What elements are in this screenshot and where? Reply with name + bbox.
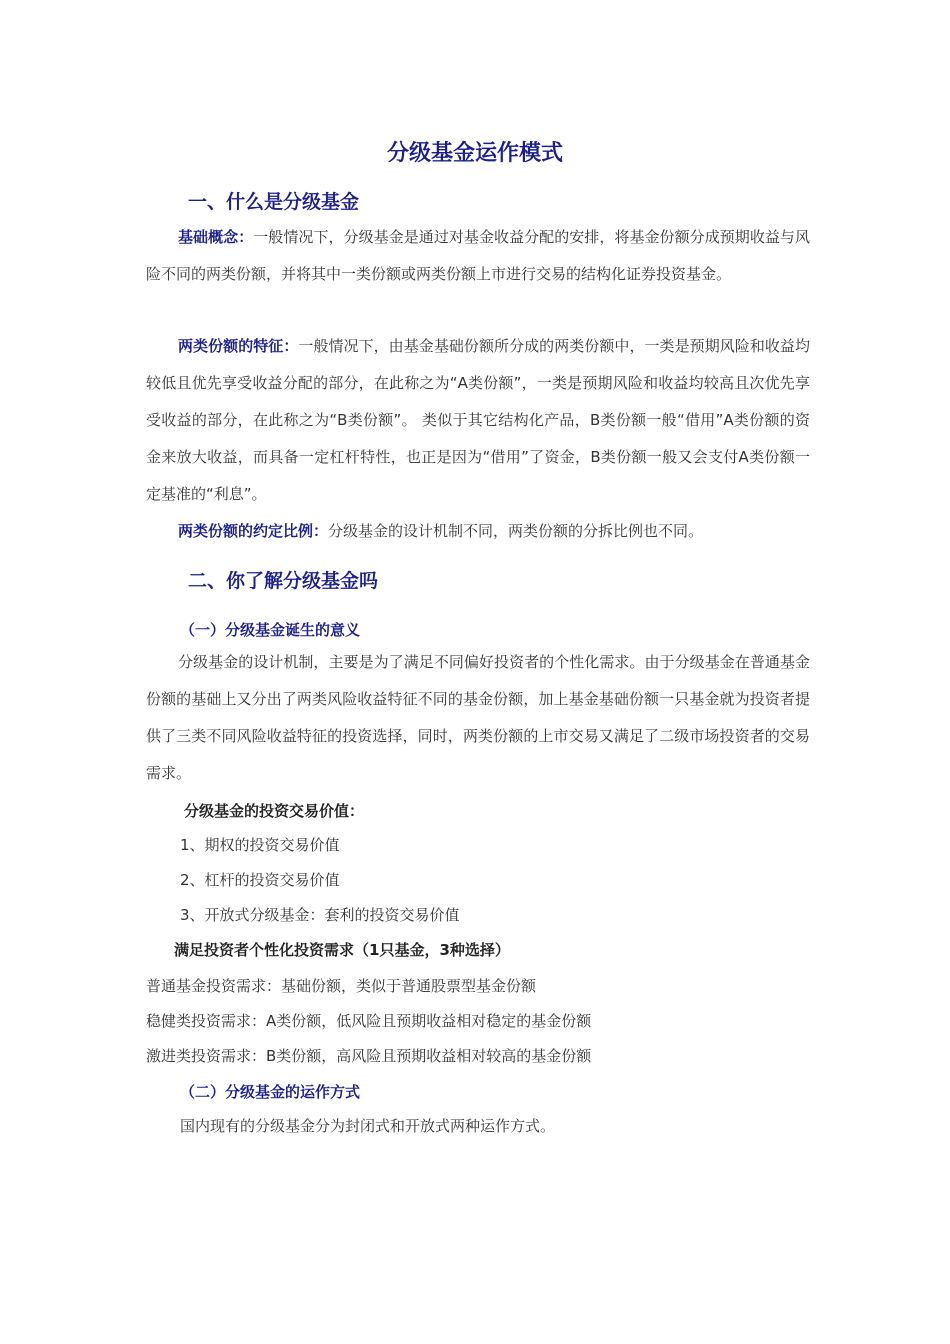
trade-value-item: 1、期权的投资交易价值 [180, 836, 340, 854]
share-features-paragraph [146, 328, 810, 513]
subsection1-heading: （一）分级基金诞生的意义 [180, 621, 361, 639]
document-title: 分级基金运作模式 [386, 141, 563, 166]
share-features-label: 两类份额的特征： [178, 337, 299, 355]
investor-need-item: 稳健类投资需求：A类份额，低风险且预期收益相对稳定的基金份额 [146, 1012, 592, 1030]
share-ratio-label: 两类份额的约定比例： [178, 522, 329, 540]
trade-value-item: 3、开放式分级基金：套利的投资交易价值 [180, 906, 460, 924]
share-ratio-text: 分级基金的设计机制不同，两类份额的分拆比例也不同。 [328, 522, 704, 540]
trade-value-item: 2、杠杆的投资交易价值 [180, 871, 340, 889]
subsection2-heading: （二）分级基金的运作方式 [180, 1083, 361, 1101]
share-features-text: 一般情况下，由基金基础份额所分成的两类份额中，一类是预期风险和收益均较低且优先享受收益分配的部分，在此称之为“A类份额”，一类是预期风险和收益均较高且次优先享受收益的部分，在此称之为“B类份额”。 类似于其它结构化产品，B类份额一般“借用”A类份额的资金来放大收益，而具备一定杠杆特性，也正是因为“借用”了资金，B类份额一般又会支付A类份额一定基准的“利息”。 [146, 337, 810, 503]
subsection2-paragraph: 国内现有的分级基金分为封闭式和开放式两种运作方式。 [180, 1117, 556, 1135]
basic-concept-paragraph [146, 219, 810, 293]
investor-need-item: 普通基金投资需求：基础份额，类似于普通股票型基金份额 [146, 977, 537, 995]
section1-heading: 一、什么是分级基金 [188, 191, 360, 213]
subsection1-paragraph: 分级基金的设计机制，主要是为了满足不同偏好投资者的个性化需求。由于分级基金在普通基金份额的基础上又分出了两类风险收益特征不同的基金份额，加上基金基础份额一只基金就为投资者提供了三类不同风险收益特征的投资选择，同时，两类份额的上市交易又满足了二级市场投资者的交易需求。 [146, 653, 810, 782]
trade-value-heading: 分级基金的投资交易价值： [184, 802, 365, 820]
basic-concept-text: 一般情况下，分级基金是通过对基金收益分配的安排，将基金份额分成预期收益与风险不同的两类份额，并将其中一类份额或两类份额上市进行交易的结构化证券投资基金。 [146, 228, 810, 283]
share-ratio-paragraph [146, 513, 810, 550]
section2-heading: 二、你了解分级基金吗 [188, 570, 379, 592]
investor-needs-heading: 满足投资者个性化投资需求（1只基金，3种选择） [174, 941, 510, 959]
basic-concept-label: 基础概念： [178, 228, 254, 246]
investor-need-item: 激进类投资需求：B类份额，高风险且预期收益相对较高的基金份额 [146, 1047, 592, 1065]
